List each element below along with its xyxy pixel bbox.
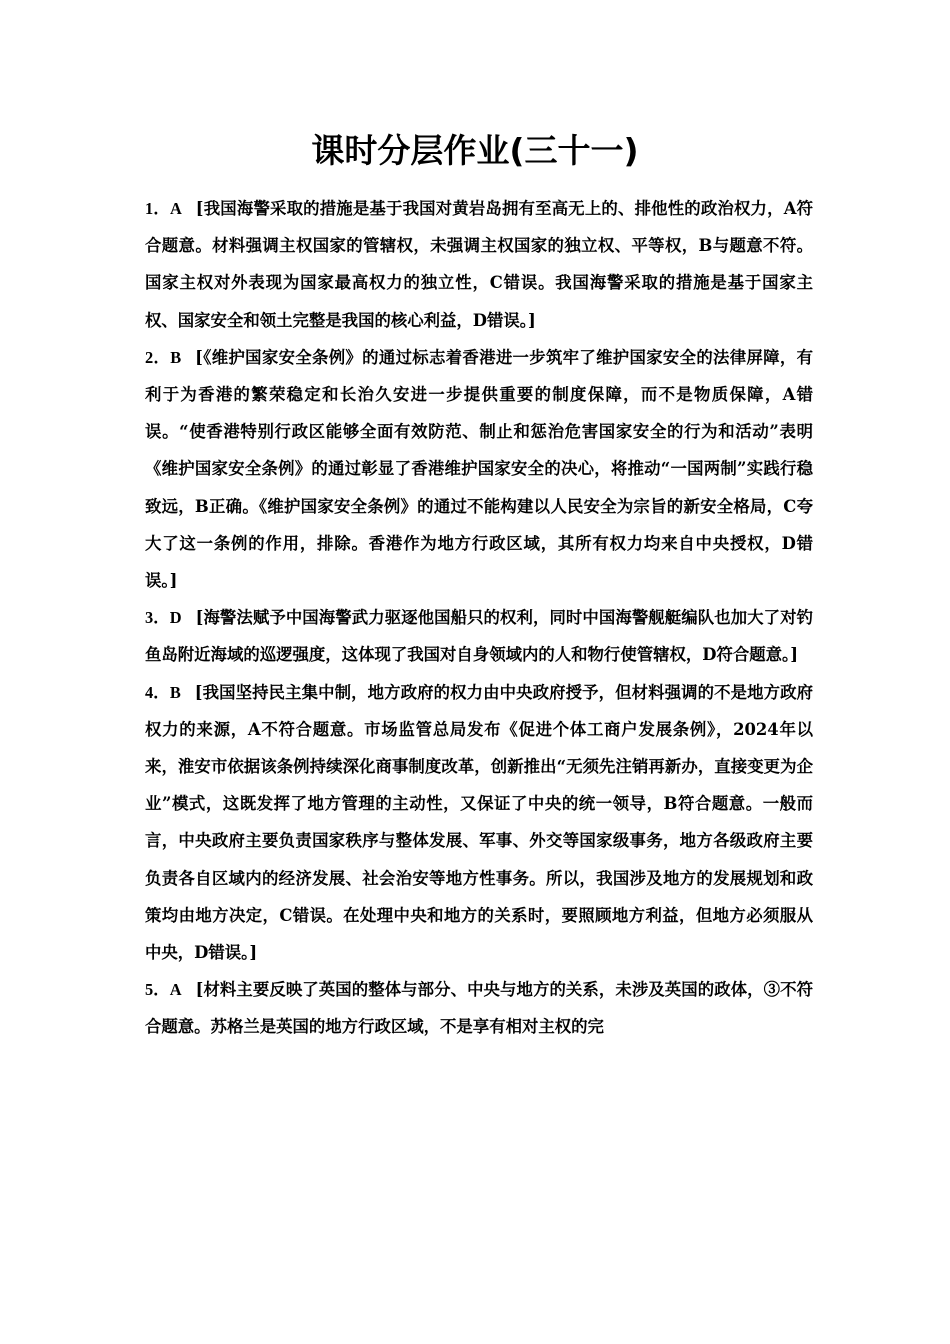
answer-choice: B <box>170 347 182 367</box>
answer-number: 4． <box>145 682 170 702</box>
answer-explanation: [《维护国家安全条例》的通过标志着香港进一步筑牢了维护国家安全的法律屏障，有利于为香港的繁荣稳定和长治久安进一步提供重要的制度保障，而不是物质保障，A错误。“使香港特别行政区能够全面有效防范、制止和惩治危害国家安全的行为和活动”表明《维护国家安全条例》的通过彰显了香港维护国家安全的决心，将推动“一国两制”实践行稳致远，B正确。《维护国家安全条例》的通过不能构建以人民安全为宗旨的新安全格局，C夸大了这一条例的作用，排除。香港作为地方行政区域，其所有权力均来自中央授权，D错误。] <box>145 347 813 591</box>
answer-item-5 <box>145 971 813 1045</box>
answer-item-2 <box>145 339 813 599</box>
answer-choice: A <box>169 199 182 218</box>
answer-explanation: [海警法赋予中国海警武力驱逐他国船只的权利，同时中国海警舰艇编队也加大了对钓鱼岛附近海域的巡逻强度，这体现了我国对自身领域内的人和物行使管辖权，D符合题意。] <box>145 608 813 665</box>
answer-item-3 <box>145 599 813 673</box>
answer-number: 5． <box>145 980 170 1000</box>
answer-list <box>145 190 813 1046</box>
answer-number: 2． <box>145 347 171 367</box>
answer-item-1 <box>145 190 813 339</box>
answer-choice: B <box>169 682 181 702</box>
answer-explanation: [材料主要反映了英国的整体与部分、中央与地方的关系，未涉及英国的政体，③不符合题意。苏格兰是英国的地方行政区域，不是享有相对主权的完 <box>145 980 813 1037</box>
answer-item-4 <box>145 674 813 972</box>
answer-explanation: [我国海警采取的措施是基于我国对黄岩岛拥有至高无上的、排他性的政治权力，A符合题意。材料强调主权国家的管辖权，未强调主权国家的独立权、平等权，B与题意不符。国家主权对外表现为国家最高权力的独立性，C错误。我国海警采取的措施是基于国家主权、国家安全和领土完整是我国的核心利益，D错误。] <box>145 199 813 330</box>
answer-number: 3． <box>145 608 170 628</box>
answer-choice: A <box>169 980 182 1000</box>
answer-number: 1． <box>145 199 170 218</box>
answer-explanation: [我国坚持民主集中制，地方政府的权力由中央政府授予，但材料强调的不是地方政府权力的来源，A不符合题意。市场监管总局发布《促进个体工商户发展条例》，2024年以来，淮安市依据该条例持续深化商事制度改革，创新推出“无须先注销再新办，直接变更为企业”模式，这既发挥了地方管理的主动性，又保证了中央的统一领导，B符合题意。一般而言，中央政府主要负责国家秩序与整体发展、军事、外交等国家级事务，地方各级政府主要负责各自区域内的经济发展、社会治安等地方性事务。所以，我国涉及地方的发展规划和政策均由地方决定，C错误。在处理中央和地方的关系时，要照顾地方利益，但地方必须服从中央，D错误。] <box>145 682 813 963</box>
answer-choice: D <box>169 608 182 628</box>
page-title: 课时分层作业(三十一) <box>311 131 639 170</box>
